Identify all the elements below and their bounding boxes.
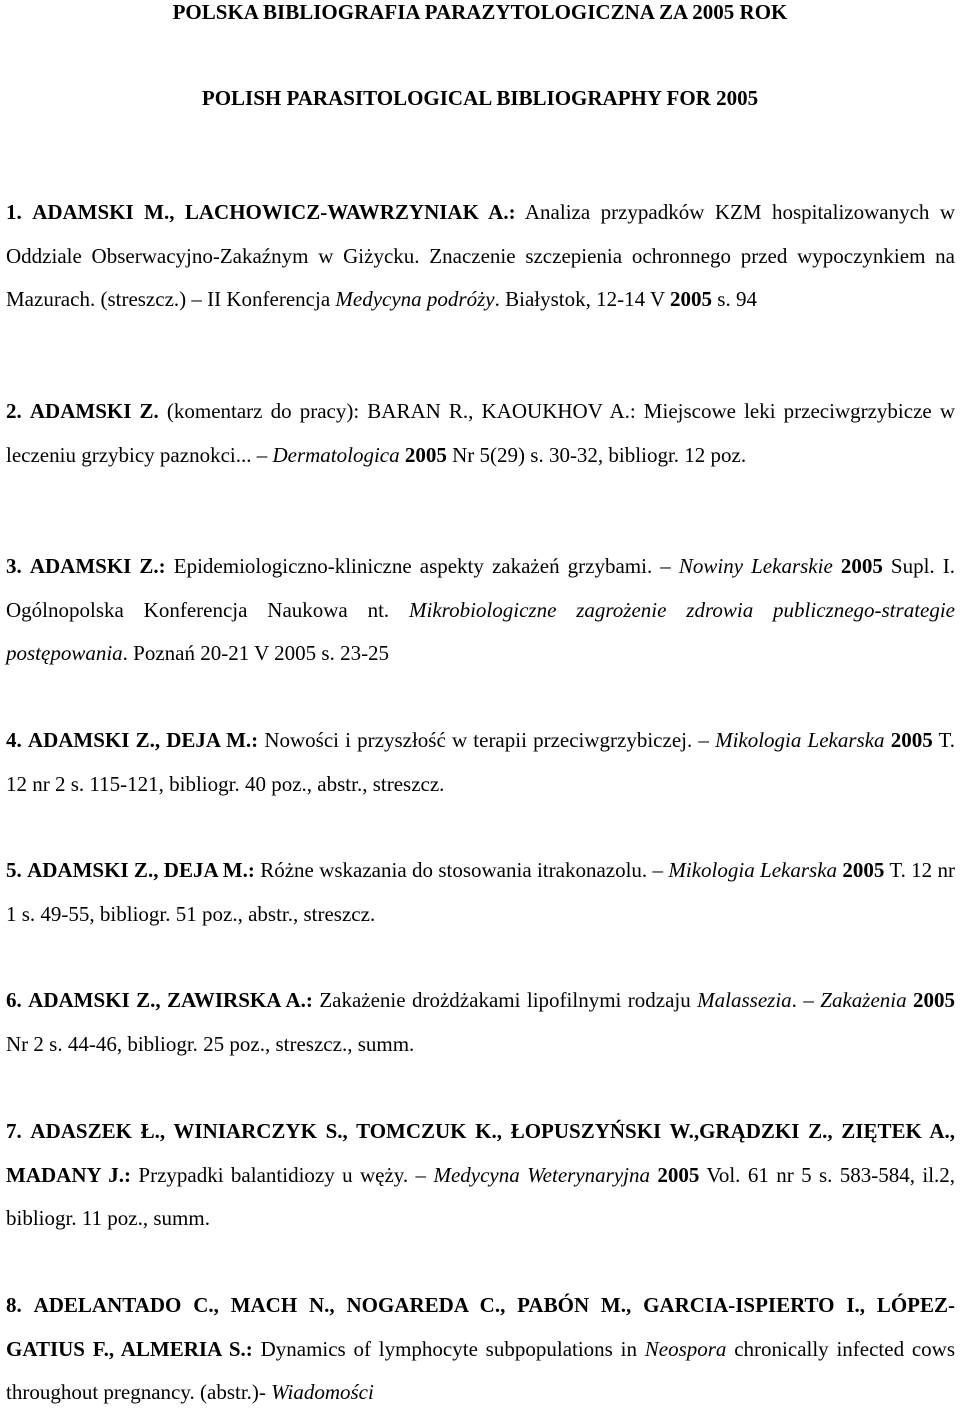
page-title: POLSKA BIBLIOGRAFIA PARAZYTOLOGICZNA ZA 2005 ROK: [172, 0, 788, 24]
entry-number: 8.: [6, 1293, 22, 1317]
entry-text: Nowości i przyszłość w terapii przeciwgrzybiczej. –: [264, 728, 709, 752]
entry-number: 5.: [6, 858, 22, 882]
entry-text: Różne wskazania do stosowania itrakonazolu. –: [260, 858, 664, 882]
entry-authors: ADAMSKI Z.:: [29, 554, 166, 578]
entry-authors: ADAMSKI Z.: [29, 399, 159, 423]
entry-authors: ADAMSKI Z., DEJA M.:: [27, 728, 259, 752]
entry-number: 1.: [6, 200, 22, 224]
entry-year: 2005: [840, 554, 883, 578]
entry-text: Supl. I. Ogólnopolska Konferencja Naukowa nt.: [6, 554, 956, 622]
entry-text: . –: [791, 988, 814, 1012]
bibliography-entry-1: [6, 191, 955, 322]
page-subtitle: POLISH PARASITOLOGICAL BIBLIOGRAPHY FOR 2005: [201, 86, 759, 110]
entry-conference-title: Mikrobiologiczne zagrożenie zdrowia publicznego-strategie postępowania: [6, 597, 956, 666]
entry-number: 7.: [6, 1119, 22, 1143]
entry-journal: Zakażenia: [820, 988, 907, 1012]
entry-year: 2005: [890, 728, 933, 752]
entry-text: Przypadki balantidiozy u węży. –: [138, 1162, 427, 1187]
entry-text: . Poznań 20-21 V 2005 s. 23-25: [122, 641, 390, 666]
entry-journal: Mikologia Lekarska: [668, 858, 838, 882]
entry-genus: Neospora: [644, 1336, 727, 1361]
bibliography-entry-6: [6, 979, 955, 1066]
entry-text: chronically infected cows throughout pregnancy. (abstr.)-: [6, 1336, 956, 1405]
entry-text: Epidemiologiczno-kliniczne aspekty zakażeń grzybami. –: [173, 554, 671, 578]
entry-year: 2005: [842, 858, 885, 882]
entry-journal: Medycyna Weterynaryjna: [433, 1162, 650, 1187]
bibliography-entry-3: [6, 545, 955, 676]
entry-authors: ADAMSKI Z., DEJA M.:: [27, 858, 255, 882]
entry-authors: ADAMSKI Z., ZAWIRSKA A.:: [28, 988, 313, 1012]
entry-journal: Wiadomości: [271, 1380, 374, 1405]
entry-text: . Białystok, 12-14 V: [494, 287, 665, 312]
entry-text: s. 94: [717, 287, 757, 312]
bibliography-entry-2: [6, 390, 955, 477]
entry-number: 3.: [6, 554, 22, 578]
entry-text: Zakażenie drożdżakami lipofilnymi rodzaju: [319, 988, 691, 1012]
entry-journal: Dermatologica: [272, 442, 400, 467]
entry-text: T. 12 nr 1 s. 49-55, bibliogr. 51 poz., abstr., streszcz.: [6, 858, 956, 926]
entry-journal: Mikologia Lekarska: [715, 728, 885, 752]
entry-year: 2005: [913, 988, 956, 1012]
entry-year: 2005: [657, 1162, 700, 1187]
entry-text: Nr 2 s. 44-46, bibliogr. 25 poz., streszcz., summ.: [6, 1031, 415, 1056]
entry-authors: ADASZEK Ł., WINIARCZYK S., TOMCZUK K., ŁOPUSZYŃSKI W.,GRĄDZKI Z., ZIĘTEK A., MADANY J.:: [6, 1119, 955, 1187]
entry-text: Dynamics of lymphocyte subpopulations in: [260, 1336, 637, 1361]
entry-journal: Nowiny Lekarskie: [678, 554, 833, 578]
entry-text: (komentarz do pracy): BARAN R., KAOUKHOV A.: Miejscowe leki przeciwgrzybicze w leczeniu grzybicy paznokci... –: [6, 399, 956, 467]
bibliography-entry-7: [6, 1110, 955, 1241]
entry-number: 4.: [6, 728, 22, 752]
entry-authors: ADAMSKI M., LACHOWICZ-WAWRZYNIAK A.:: [32, 200, 516, 224]
entry-text: Nr 5(29) s. 30-32, bibliogr. 12 poz.: [452, 442, 747, 467]
entry-year: 2005: [670, 287, 713, 312]
entry-authors: ADELANTADO C., MACH N., NOGAREDA C., PABÓN M., GARCIA-ISPIERTO I., LÓPEZ-GATIUS F., ALMERIA S.:: [6, 1293, 955, 1361]
bibliography-entry-4: [6, 719, 955, 806]
entry-text: Vol. 61 nr 5 s. 583-584, il.2, bibliogr. 11 poz., summ.: [6, 1162, 956, 1231]
bibliography-entry-5: [6, 849, 955, 936]
bibliography-entry-8: [6, 1284, 955, 1415]
entry-text: Analiza przypadków KZM hospitalizowanych w Oddziale Obserwacyjno-Zakaźnym w Giżycku. Znaczenie szczepienia ochronnego przed wypoczynkiem na Mazurach. (streszcz.) – II Konferencja: [6, 200, 956, 312]
entry-number: 6.: [6, 988, 22, 1012]
entry-number: 2.: [6, 399, 22, 423]
entry-genus: Malassezia: [697, 988, 792, 1012]
entry-text: T. 12 nr 2 s. 115-121, bibliogr. 40 poz., abstr., streszcz.: [6, 728, 956, 796]
entry-journal: Medycyna podróży: [335, 287, 495, 312]
entry-year: 2005: [404, 442, 447, 467]
